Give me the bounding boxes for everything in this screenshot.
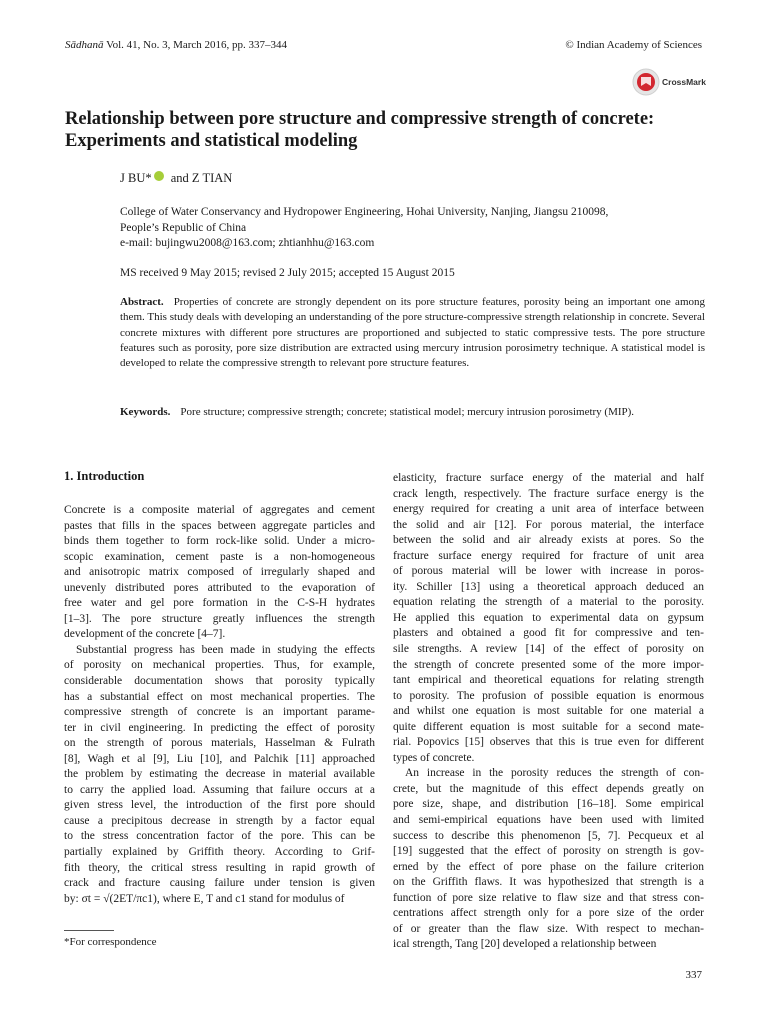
journal-name: Sādhanā — [65, 39, 104, 51]
author-1: J BU* — [120, 171, 152, 185]
text-line: and whilst one equation is most suitable for one material a — [393, 705, 704, 718]
text-line: the strength of concrete presented some of the more impor- — [393, 658, 704, 671]
text-line: He applied this equation to experimental data on gypsum — [393, 611, 704, 624]
text-line: energy required for creating a unit area of interface between — [393, 503, 704, 516]
text-line: quite different equation is most suitable for a second mate- — [393, 720, 704, 733]
affiliation-line: College of Water Conservancy and Hydropower Engineering, Hohai University, Nanjing, Jiangsu 210098, — [120, 206, 609, 218]
orcid-icon[interactable] — [154, 171, 164, 181]
text-line: of porous material will be lower with increase in poros- — [393, 565, 704, 578]
text-line: fith theory, the critical stress resulting in rapid growth of — [64, 861, 375, 874]
affiliation-line: People’s Republic of China — [120, 221, 247, 234]
text-line: compressive strength of concrete is an important parame- — [64, 706, 375, 719]
text-line: ity. Schiller [13] using a theoretical approach deduced an — [393, 580, 704, 593]
crossmark-label: CrossMark — [662, 77, 706, 87]
copyright-notice: © Indian Academy of Sciences — [565, 39, 702, 51]
author-line — [120, 171, 232, 186]
text-line: has a substantial effect on most mechanical properties. The — [64, 690, 375, 703]
text-line: centrations affect strength only for a pore size of the order — [393, 907, 704, 920]
text-line: and semi-empirical equations have been used with limited — [393, 814, 704, 827]
section-heading: 1. Introduction — [64, 469, 145, 483]
text-line: development of the concrete [4–7]. — [64, 628, 226, 641]
text-line: [1–3]. The pore structure greatly influences the strength — [64, 612, 375, 625]
affiliation-block — [120, 205, 705, 252]
paper-title: Relationship between pore structure and compressive strength of concrete: Experiments and statistical modeling — [65, 109, 655, 151]
text-line: ical strength, Tang [20] developed a relationship between — [393, 938, 657, 951]
text-line: function of pore size relative to flaw size and that stress con- — [393, 891, 704, 904]
text-line: An increase in the porosity reduces the strength of con- — [405, 767, 704, 780]
text-line: of or greater than the flaw size. With respect to mechan- — [393, 922, 704, 935]
text-line: tant empirical and theoretical equations for relating strength — [393, 674, 704, 687]
text-line: cause a precipitous decrease in strength by a factor equal — [64, 814, 375, 827]
text-line: plasters and obtained a good fit for compressive and ten- — [393, 627, 704, 640]
author-joiner: and — [170, 171, 189, 185]
text-line: the solid and air [12]. For porous material, the interface — [393, 518, 704, 531]
keywords-label: Keywords. — [120, 406, 171, 418]
text-line: unevenly distributed pores attributed to the evaporation of — [64, 581, 375, 594]
text-line: on the Griffith flaws. It was hypothesized that strength is a — [393, 876, 704, 889]
text-line: [19] suggested that the effect of porosity on strength is gov- — [393, 845, 704, 858]
text-line: on the strength of porous materials, Hasselman & Fulrath — [64, 737, 375, 750]
received-dates: MS received 9 May 2015; revised 2 July 2015; accepted 15 August 2015 — [120, 267, 455, 279]
abstract — [120, 295, 705, 371]
text-line: pastes that fills in the spaces between aggregate particles and — [64, 519, 375, 532]
left-column — [64, 503, 375, 907]
running-head — [65, 39, 287, 51]
text-line: to carry the applied load. Assuming that failure occurs at a — [64, 783, 375, 796]
text-line: fracture surface energy required for fracture of unit area — [393, 549, 704, 562]
text-line: given stress level, the introduction of the first pore should — [64, 799, 375, 812]
text-line: binds them together to form rock-like solid. Under a micro- — [64, 535, 375, 548]
text-line: rial. Popovics [15] observes that this is true even for different — [393, 736, 704, 749]
text-line: Concrete is a composite material of aggregates and cement — [64, 504, 375, 516]
text-line: success to describe this phenomenon [5, 7]. Pecqueux et al — [393, 829, 704, 842]
text-line: types of concrete. — [393, 751, 475, 764]
text-line: Substantial progress has been made in studying the effects — [76, 643, 375, 656]
text-line: sile strengths. A review [14] of the effect of porosity on — [393, 643, 704, 656]
text-line: crete, but the magnitude of this effect depends greatly on — [393, 782, 704, 795]
text-line: between the solid and air already exists at pores. So the — [393, 534, 704, 547]
crossmark-badge[interactable] — [632, 68, 704, 96]
text-line: elasticity, fracture surface energy of the material and half — [393, 472, 704, 484]
text-line: ter in civil engineering. In predicting the effect of porosity — [64, 721, 375, 734]
text-line: erned by the effect of pore phase on the failure criterion — [393, 860, 704, 873]
journal-citation: Vol. 41, No. 3, March 2016, pp. 337–344 — [106, 39, 288, 51]
text-line: crack length, respectively. The fracture surface energy is the — [393, 487, 704, 500]
keywords-text: Pore structure; compressive strength; concrete; statistical model; mercury intrusion porosimetry (MIP). — [180, 406, 635, 418]
text-line: [8], Wagh et al [9], Liu [10], and Palchik [11] approached — [64, 752, 375, 765]
text-line: partially explained by Griffith theory. According to Grif- — [64, 846, 375, 859]
text-line: scopic examination, cement paste is a non-homogeneous — [64, 550, 375, 563]
text-line: free water and gel pore formation in the C-S-H hydrates — [64, 597, 375, 610]
text-line: to porosity. The profusion of possible equation is enormous — [393, 689, 704, 702]
abstract-text: Properties of concrete are strongly dependent on its pore structure features, porosity being an important one among them. This study deals with developing an understanding of the pore structure-compressive strength relationship in concrete. Several concrete mixtures with different pore structures are proportioned and subjected to static compressive tests. The pore structure features such as porosity, pore size distribution are extracted using mercury intrusion porosimetry technique. A statistical model is developed to relate the compressive strength to relevant pore structure features. — [120, 296, 705, 370]
text-line: considerable documentation shows that porosity typically — [64, 675, 375, 688]
text-line: the problem by estimating the decrease in material available — [64, 768, 375, 781]
page-number: 337 — [685, 969, 702, 981]
crossmark-icon — [632, 68, 660, 96]
email-line[interactable]: e-mail: bujingwu2008@163.com; zhtianhhu@163.com — [120, 237, 375, 249]
right-column — [393, 471, 704, 953]
text-line: equation relating the strength of a material to the porosity. — [393, 596, 704, 609]
text-line: of porosity on mechanical properties. Thus, for example, — [64, 659, 375, 672]
text-line: to the stress concentration factor of the pore. This can be — [64, 830, 375, 843]
text-line: and anisotropic matrix composed of irregularly shaped and — [64, 566, 375, 579]
text-line: crack and fracture causing failure under tension is given — [64, 877, 375, 890]
author-2: Z TIAN — [191, 171, 233, 185]
abstract-label: Abstract. — [120, 296, 164, 308]
footnote-rule — [64, 930, 114, 931]
keywords — [120, 405, 705, 420]
text-line: pore size, shape, and distribution [16–18]. Some empirical — [393, 798, 704, 811]
text-line: by: σt = √(2ET/πc1), where E, T and c1 stand for modulus of — [64, 892, 345, 905]
footnote: *For correspondence — [64, 936, 157, 948]
